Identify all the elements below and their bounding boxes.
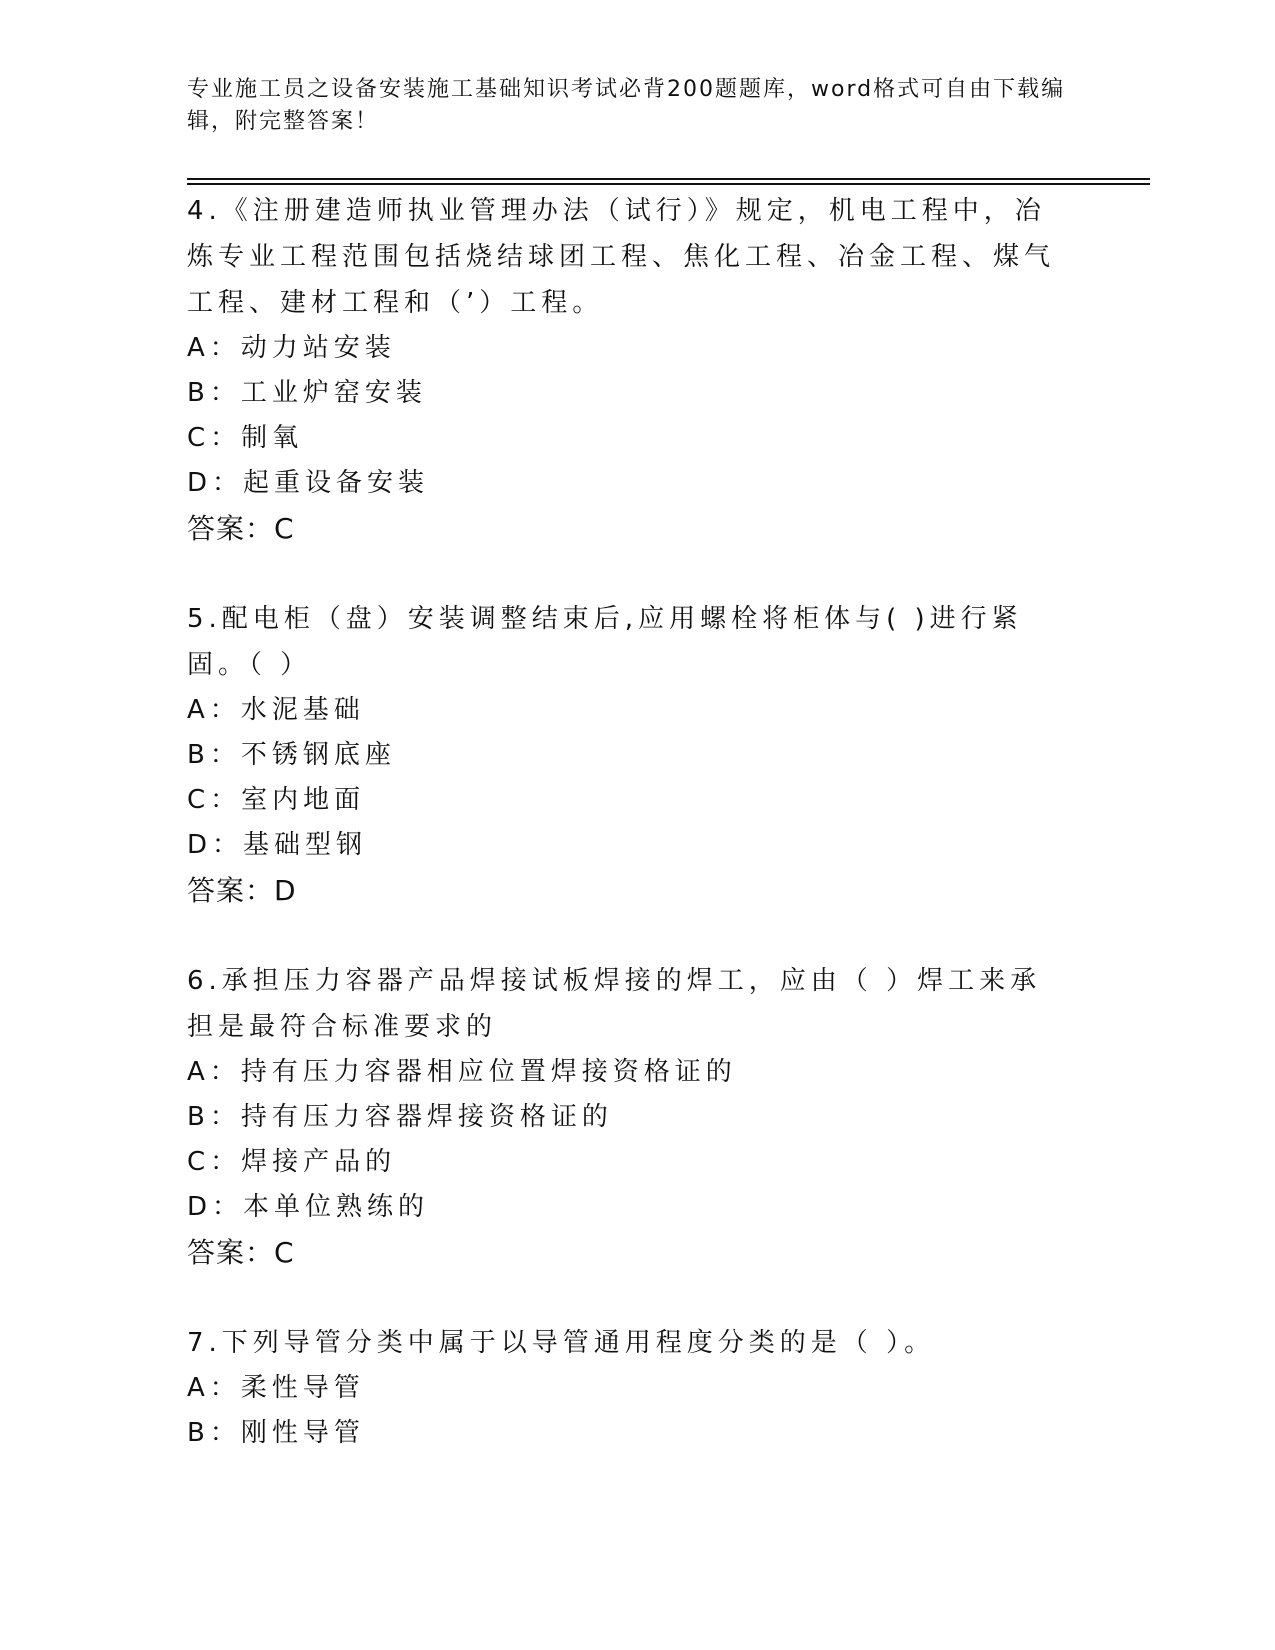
header-rule-bottom [187,183,1150,185]
option-a: A：水泥基础 [187,695,365,725]
question-5 [187,596,1087,914]
question-stem: 5.配电柜（盘）安装调整结束后,应用螺栓将柜体与( )进行紧固。（ ） [187,604,1023,680]
option-c: C：制氧 [187,423,304,453]
option-a: A：持有压力容器相应位置焊接资格证的 [187,1057,737,1087]
question-stem: 6.承担压力容器产品焊接试板焊接的焊工，应由（ ）焊工来承担是最符合标准要求的 [187,966,1042,1042]
option-d: D：本单位熟练的 [187,1192,430,1222]
option-c: C：室内地面 [187,785,366,815]
question-7 [187,1320,1087,1456]
question-stem: 4.《注册建造师执业管理办法（试行）》规定，机电工程中，冶炼专业工程范围包括烧结球团工程、焦化工程、冶金工程、煤气工程、建材工程和（’）工程。 [187,196,1056,318]
option-d: D：起重设备安装 [187,468,430,498]
option-c: C：焊接产品的 [187,1147,397,1177]
option-a: A：动力站安装 [187,333,396,363]
option-b: B：持有压力容器焊接资格证的 [187,1102,613,1132]
option-a: A：柔性导管 [187,1373,365,1403]
question-stem: 7.下列导管分类中属于以导管通用程度分类的是（ ）。 [187,1328,936,1358]
document-header: 专业施工员之设备安装施工基础知识考试必背200题题库，word格式可自由下载编辑，附完整答案！ [187,77,1066,134]
option-b: B：刚性导管 [187,1418,365,1448]
question-6 [187,958,1087,1276]
option-d: D：基础型钢 [187,830,368,860]
option-b: B：不锈钢底座 [187,740,396,770]
option-b: B：工业炉窑安装 [187,378,427,408]
answer-line: 答案：C [187,1236,295,1269]
answer-line: 答案：D [187,874,297,907]
question-4 [187,188,1087,552]
answer-line: 答案：C [187,512,295,545]
header-rule-top [187,178,1150,180]
question-list [187,188,1087,1500]
